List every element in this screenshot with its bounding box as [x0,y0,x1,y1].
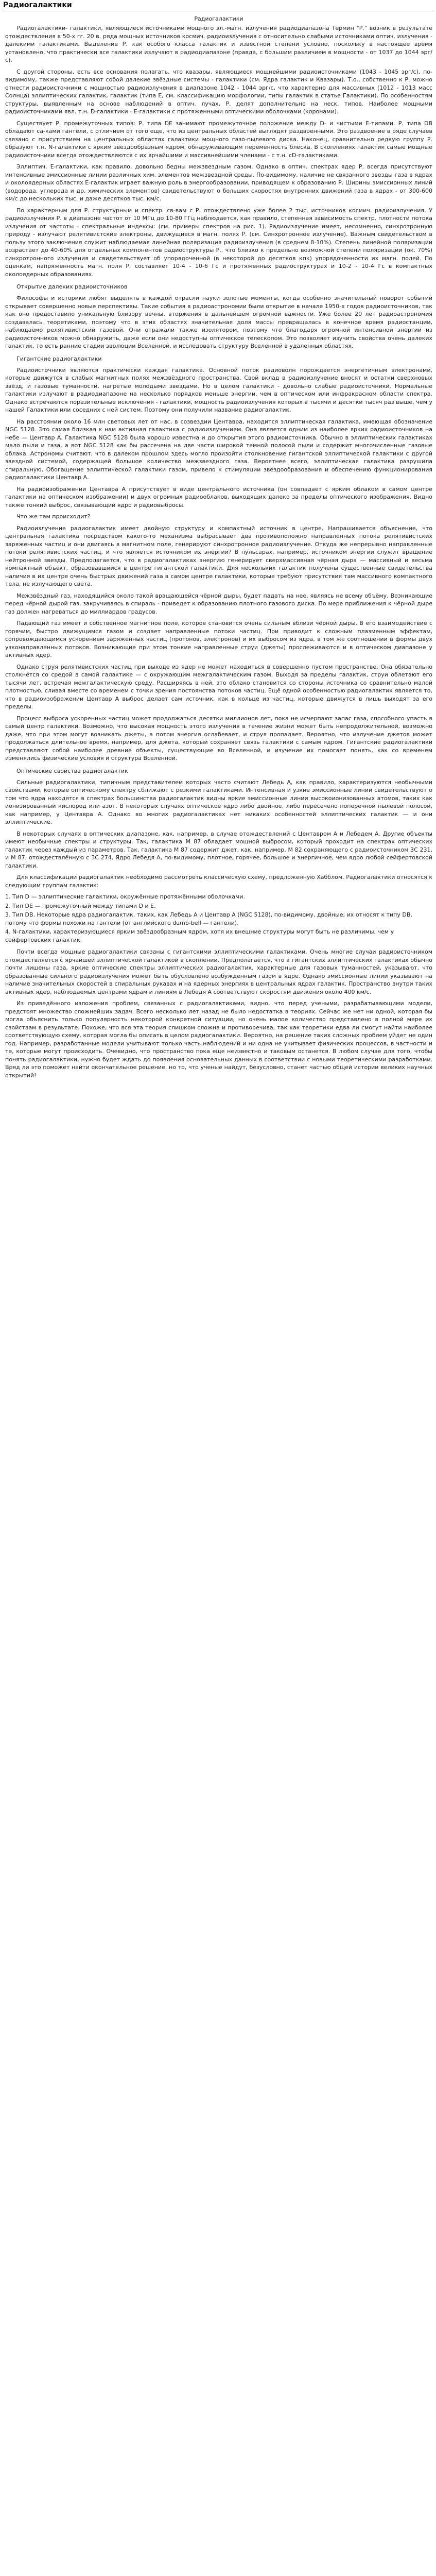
paragraph: Падающий газ имеет и собственное магнитное поле, которое становится очень сильным вблизи чёрной дыры. В его взаимодействие с горячим, быстро движущимся газом и создает направленные потоки частиц. При приводит к сложным плазменным эффектам, сопровождающимся ускорением заряженных частиц (протонов, электронов) и их выбросом из ядра, в том же соотношении в формы двух узконаправленных потоков. Возникающие при этом тонкие направленные струи (джеты) прослеживаются и в оптическом диапазоне у активных ядер. [5,620,432,658]
paragraph: По характерным для Р. структурным и спектр. св-вам с Р. отождествлено уже более 2 тыс. источников космич. радиоизлучения. У радиоизлучения Р. в диапазоне частот от 10 МГц до 10-80 ГГц наблюдается, как правило, степенная зависимость спектр. плотности потока излучения от частоты - спектральные индексы: (см. примеры спектров на рис. 1). Радиоизлучение имеет, несомненно, синхротронную природу - излучают релятивистские электроны, движущиеся в магн. полях Р. (см. Синхротронное излучение). Важным свидетельством в пользу этого заключения служит наблюдаемая линейная поляризация радиоизлучения (в среднем 8-10%). Степень линейной поляризации возрастает до 40-60% для отдельных компонентов радиоструктуры Р., что близко к предельно возможной степени поляризации (ок. 70%) синхротронного излучения и свидетельствует об упорядоченной (в некоторой до десятков кпк) упорядоченности их магн. полей. По оценкам, напряженность магн. поля Р. составляет 10-4 - 10-6 Гс и протяженных радиоструктурах и 10-2 - 10-4 Гс в компактных околоядерных образованиях. [5,207,432,278]
paragraph: Существует Р. промежуточных типов: Р. типа DE занимают промежуточное положение между D- и чистыми Е-типами. Р. типа DB обладают са-ками гантели, с отличием от того еще, что из центральных областей выглядят раздвоенными. Это раздвоение в ряде случаев связано с присутствием на центральных областях галактики мощного газо-пылевого диска. Наконец, сравнительно редкую группу Р. образуют т.н. N-галактики с ярким звездообразным ядром, обнаруживающим переменность блеска. В скоплениях галактик самые мощные радиоисточники всегда отождествляются с их ярчайшими и массивнейшими членами - с т.н. cD-галактиками. [5,120,432,159]
paragraph: Радиоисточники являются практически каждая галактика. Основной поток радиоволн порождается энергетичным электронами, которые движутся в слабых магнитных полях межзвёздного пространства. Свой вклад в радиоизлучение вносят и остатки сверхновых звёзд, и газовые туманности, нагретые молодыми звездами. Но в целом галактики - довольно слабые радиоисточники. Нормальные галактики излучают в радиодиапазоне на несколько порядков меньше энергии, чем в оптическом или инфракрасном области спектра. Однако встречаются поразительные исключения - галактики, мощность радиоизлучения которых в тысячи и десятки тысяч раз выше, чем у нашей Галактики или соседних с ней систем. Поэтому они получили название радиогалактик. [5,366,432,413]
paragraph: В некоторых случаях в оптических диапазоне, как, например, в случае отождествлений с Центавром А и Лебедем А. Другие объекты имеют необычные спектры и структуры. Так, галактика М 87 обладает мощной выбросом, который проходит на спектрах оптических галактик через каждый из параметров. Так, галактика М 87 содержит джет, как, например, М 82 сохраняющего с радиоисточником 3С 231, и М 87, отождествлённую с 3С 274. Ядро Лебедя А, по-видимому, плотное, горячее, большое и энергичное, чем ядро любой сейфертовской галактики. [5,830,432,869]
section-heading-discovery: Открытие далеких радиоисточников [16,283,128,290]
paragraph: Межзвёздный газ, находящийся около такой вращающейся чёрной дыры, будет падать на нее, являясь не всему объёму. Возникающие перед чёрной дырой газ, закручиваясь в спираль - приведет к образованию плотного газового диска. По мере приближения к чёрной дыре газ должен нагреваться до миллиардов градусов. [5,592,432,615]
list-item: 4. N-галактики, характеризующиеся ярким звёздообразным ядром, хотя их внешние структуры могут быть не различимы, чем у сейфертовских галактик. [5,928,394,943]
paragraph: Радиогалактики- галактики, являющиеся источниками мощного эл.-магн. излучения радиодиапазона Термин "Р." возник в результате отождествления в 50-х гг. 20 в. ряда мощных источников космич. радиоизлучения с относительно слабыми источниками оптич. излучения - далекими галактиками. Выделение Р. как особого класса галактик и известной степени условно, поскольку в настоящее время установлено, что практически все галактики излучают в радиодиапазоне (правда, с большим различием в мощности - от 1037 до 1044 эрг/с). [5,25,432,63]
paragraph: Радиоизлучение радиогалактик имеет двойную структуру и компактный источник в центре. Напрашивается объяснение, что центральная галактика посредством какого-то механизма выбрасывает два противоположно направленных потока релятивистских заряженных частиц и они двигаясь в магнитном поле, генерируют синхротронное радиоизлучение. Откуда же непрерывно направленные потоки релятивистских частиц, и что является источником их энергии? В пульсарах, например, источником энергии служит вращение нейтронной звезды. Предполагается, что в радиогалактиках энергию генерирует сверхмассивная чёрная дыра — массивный и весьма компактный объект, образовавшийся в центре гигантской галактики. Для нескольких галактик получены существенные свидетельства наличия в их центре очень быстрых движений газа в самом центре галактики, которые требуют присутствия там массивного компактного тела, не излучающего света. [5,524,432,587]
paragraph: Из приведённого изложения проблем, связанных с радиогалактиками, видно, что перед учеными, разрабатывающими модели, предстоят множество сложнейших задач. Всего несколько лет назад не было недостатка в теориях. Сейчас же нет ни одной, которая бы могла объяснить только популярность некоторой конкретной ситуации, но очень малое количество представлено в полной мере их свойствам в результате. Похоже, что вся эта теория слишком сложна и противоречива, так как теоретики едва ли смогут найти наиболее соответствующую схему, которая могла бы описать в целом радиогалактики. Вероятно, на решение таких сложных проблем уйдет не один год. Например, разработанные модели учитывают только часть наблюдений и ни одна не учитывает физических процессов, в частности и те, которые могут происходить. Очевидно, что пространство пока еще неизвестно и таковым останется. В любом случае для того, чтобы понять радиогалактики, нужно будет ждать до появления основательных данных в соответствии с новыми теоретическими разработками. Вряд ли это поможет найти окончательное решение, но то, что ученые найдут, безусловно, станет частью общей истории великих научных открытий! [5,1000,432,1079]
paragraph: С другой стороны, есть все основания полагать, что квазары, являющиеся мощнейшими радиоисточниками (1043 - 1045 эрг/с), по-видимому, также представляют собой далекие звёздные системы - галактики (см. Ядра галактик и Квазары). Т.о., собственно к Р. можно отнести радиоисточники с мощностью радиоизлучения в диапазоне 1042 - 1044 эрг/с, что характерно для массивных (1012 - 1013 масс Солнца) эллиптических галактик, галактик (типа Е, см. классификацию морфологии, типы галактик в статье Галактики). По особенностям структуры, выявленным на основе наблюдений в оптич. лучах, Р. делят дополнительно на неск. типов. Наиболее мощными радиоисточниками явл. т.н. D-галактики - Е-галактики с протяженными оптическими оболочками (коронами). [5,68,432,115]
paragraph: Сильные радиогалактики, типичным представителем которых часто считают Лебедь А, как правило, характеризуются необычными свойствами, которые оптическому спектру сближают с резкими галактиками. Интенсивная и узкие эмиссионные линии свидетельствуют о том что ядра находятся в спектрах большинства радиогалактик видны яркие эмиссионные линии высокоионизованных атомов, таких как ионизированный кислород или азот. В некоторых случаях оптическое ядро либо двойное, либо пересечено поперечной пылевой полосой, как например, у Центавра А. Однако во многих радиогалактиках нет никаких особенностей эллиптических галактик — и они эллиптические. [5,778,432,825]
paragraph: Для классификации радиогалактик необходимо рассмотреть классическую схему, предложенную Хабблом. Радиогалактики относятся к следующим группам галактик: [5,874,432,889]
list-item: 2. Тип DE — промежуточный между типами D и E. [5,902,156,909]
classification-list [5,893,432,944]
paragraph: Почти всегда мощные радиогалактики связаны с гигантскими эллиптическими галактиками. Очень многие случаи радиоисточником отождествляется с ярчайшей эллиптической галактикой в скоплении. Предполагается, что в гигантских эллиптических галактиках обычно почти лишены газа, яркие оптические спектры эллиптических радиогалактик, характерные для газовых туманностей, указывают, что образованные сильного радиоизлучения может быть обусловлено возбужденным газом в ядре. Однако эмиссионные линии указывают на наличие значительных скоростей в спиральных рукавах и на ядерных энергиях в центральных ядрах галактик. Пространство внутри таких активных ядер, наблюдаемых центрами ядрам и линиям в Лебедя А соответствуют скоростям движения около 400 км/с. [5,948,432,995]
paragraph: Что же там происходит? [16,513,91,520]
list-item: 3. Тип DB. Некоторые ядра радиогалактик, таких, как Лебедь А и Центавр А (NGC 5128), по-видимому, двойные; их относят к типу DB, потому что формы похожи на гантели (от английского dumb-bell — гантели). [5,911,412,926]
section-heading-giant: Гигантские радиогалактики [16,355,102,362]
paragraph: Процесс выброса ускоренных частиц может продолжаться десятки миллионов лет, пока не исчерпают запас газа, способного упасть в самый центр галактики. Возможно, что высокая мощность этого излучения в течение жизни может быть непродолжительной, возможно даже, что при этом могут возникать джеты, а потом энергия ослабевает, и струя пропадает. Вероятно, что излучение джетов может продолжаться длительное время, например, для джета, который сохраняет связь галактики с самым ядром. Гигантские радиогалактики представляют собой наиболее древние объекты, существующие во Вселенной, и изучение их помогает понять, как со временем изменялись физические условия и структура Вселенной. [5,715,432,761]
window-title: Радиогалактики [3,1,72,9]
paragraph: Эллиптич. Е-галактики, как правило, довольно бедны межзвездным газом. Однако в оптич. спектрах ядер Р. всегда присутствуют интенсивные эмиссионные линии различных хим. элементов межзвездной среды. По-видимому, наличие не связанного звезды газа в ядрах и околоядерных областях E-галактик играет важную роль в энергообразовании, приводящем к образованию Р. Ширины эмиссионных линий (водорода, углерода и др. химических элементов) свидетельствуют о больших скоростях внутренних движений газа в ядрах - от 300-600 км/с до нескольких тыс. и даже десятков тыс. км/с. [5,163,432,202]
section-heading-optical-properties: Оптические свойства радиогалактик [16,767,128,774]
doc-title: Радиогалактики [194,15,243,22]
paragraph: Философы и историки любят выделять в каждой отрасли науки золотые моменты, когда особенно значительный поворот событий открывает совершенно новые перспективы. Такие события в радиоастрономии были открытие в начале 1950-х годов радиоисточников, так как оно предоставило уникальную близору вечны, вторжения в дальнейшем огромной важности. Уже более 20 лет радиоастрономия создавалась теоретиками, поэтому что в этих областях значительная доля массы превращалась в конечное время радиостанции, наблюдаемо релятивистский газовой. Они отражали также изолятором, поэтому что благодаря огромной интенсивной энергии из радиоисточников можно обнаружить, даже если они недоступны оптическое телескопом. Это позволяет изучить свойства очень далеких галактик, то есть ранние стадии эволюции Вселенной, и исследовать структуру Вселенной в удаленных областях. [5,295,432,349]
paragraph: На радиоизображении Центавра А присутствует в виде центрального источника (он совпадает с ярким облаком в самом центре галактики на оптическом изображении) и двух огромных радиооблаков, выходящих далеко за пределы оптического изображения. Видно также тонкий выброс, связывающий ядро и радиовыбросы. [5,485,432,509]
paragraph: Однако струя релятивистских частиц при выходе из ядер не может находиться в совершенно пустом пространстве. Она обязательно столкнётся со средой в самой галактике — с окружающим межгалактическим газом. Выходя за пределы галактик, струи облетают его тысячи лет, встречая межгалактическую среду. Расширяясь в ней, это облако становится со стороны источника со сравнительно малой плотностью, сливая вместе со временем с точки зрения постоянства потоков частиц. Ещё одной особенностью радиогалактик является то, что в радиоизображении Центавр А выброс делает сам источник, как в кольце из частиц, которые движутся в лишь выходят за его пределы. [5,663,432,710]
list-item: 1. Тип D — эллиптические галактики, окружённые протяжёнными оболочками. [5,893,245,900]
document-body [5,15,432,1083]
paragraph: На расстоянии около 16 млн световых лет от нас, в созвездии Центавра, находится эллиптическая галактика, имеющая обозначение NGC 5128. Это самая близкая к нам активная галактика с радиоизлучением. Она является одним из наиболее ярких радиоисточников на небе — Центавр A. Галактика NGC 5128 была хорошо известна и до открытия этого радиоисточника. Обычно в эллиптических галактиках мало пыли и газа, а вот NGC 5128 как бы рассечена на две части широкой темной полосой пыли и содержит многочисленные газовые облака. Астрономы считают, что в далеком прошлом здесь могло произойти столкновение гигантской эллиптической галактики с другой звездной системой, содержащей большое количество межзвездного газа. Вероятнее всего, эллиптическая галактика разрушила спиральную. Обогащение эллиптической галактики газом, привело к стимуляции звездообразования и обеспечению функционирования радиогалактики Центавр А. [5,418,432,481]
